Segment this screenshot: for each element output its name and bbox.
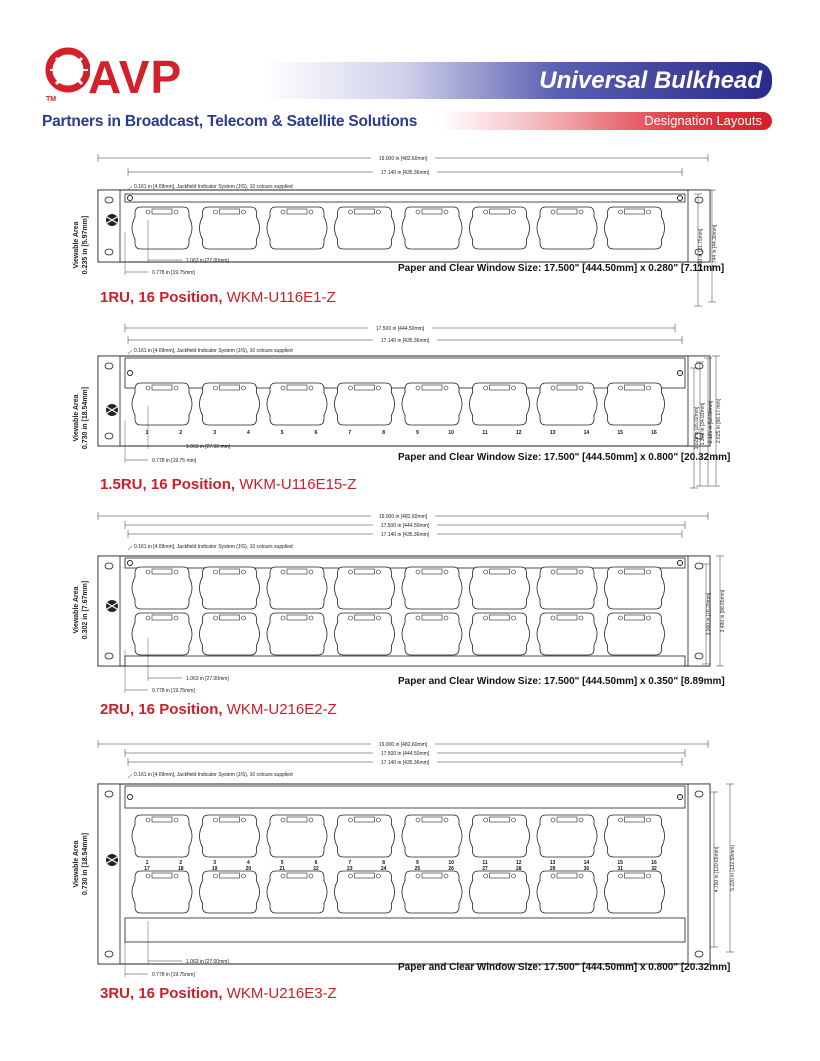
viewable-area-value: 0.302 in [7.67mm] xyxy=(82,580,89,640)
dimension-label: 17.140 in [435.36mm] xyxy=(380,338,430,344)
jis-note: 0.161 in [4.09mm], Jackfield Indicator System (JIS), 10 colours supplied xyxy=(134,184,293,190)
dimension-label-vertical: 2.625 in [66.17 mm] xyxy=(716,398,722,444)
model-code: WKM-U216E3-Z xyxy=(226,985,337,1002)
position-number: 7 xyxy=(348,860,352,866)
connector-cutout xyxy=(132,207,192,249)
position-number: 4 xyxy=(247,860,250,866)
position-number: 12 xyxy=(516,860,522,866)
position-number: 13 xyxy=(549,430,556,436)
connector-cutout xyxy=(402,815,462,857)
model-size: 1.5RU, 16 Position, xyxy=(100,476,236,493)
connector-cutout xyxy=(470,613,530,655)
position-number: 13 xyxy=(549,860,556,866)
position-number: 2 xyxy=(179,430,183,436)
connector-cutout xyxy=(470,383,530,425)
tagline: Partners in Broadcast, Telecom & Satellite Solutions xyxy=(42,113,418,130)
bottom-rail xyxy=(125,918,685,942)
dimension-label-vertical: 1.025 in [26.02mm] xyxy=(694,406,700,450)
position-number: 21 xyxy=(279,866,285,872)
position-number: 24 xyxy=(380,866,387,872)
dimension-label-vertical: 1.375 in [34.93mm] xyxy=(700,402,706,446)
dimension-label: 19.000 in [482.60mm] xyxy=(378,156,428,162)
paper-size-2ru: Paper and Clear Window Size: 17.500" [444.50mm] x 0.350" [8.89mm] xyxy=(398,676,725,687)
connector-cutout xyxy=(200,871,260,913)
position-number: 2 xyxy=(179,860,183,866)
model-size: 3RU, 16 Position, xyxy=(100,985,223,1002)
connector-cutout xyxy=(132,613,192,655)
dimension-label: 17.500 in [444.50mm] xyxy=(380,523,430,529)
trademark: TM xyxy=(46,96,57,103)
position-number: 14 xyxy=(583,430,590,436)
brand-name: AVP xyxy=(88,51,183,103)
dimension-label-vertical: 5.220 in [132.59mm] xyxy=(730,845,736,891)
model-code: WKM-U116E1-Z xyxy=(226,289,336,306)
viewable-area-label: Viewable Area xyxy=(73,221,80,269)
connector-cutout xyxy=(200,383,260,425)
position-number: 10 xyxy=(448,430,454,436)
rack-ear xyxy=(98,356,120,446)
jis-note: 0.161 in [4.09mm], Jackfield Indicator System (JIS), 10 colours supplied xyxy=(134,544,293,550)
connector-cutout xyxy=(200,613,260,655)
connector-cutout xyxy=(402,207,462,249)
dimension-label: 17.140 in [435.36mm] xyxy=(380,170,430,176)
model-code: WKM-U216E2-Z xyxy=(226,701,337,718)
position-number: 15 xyxy=(617,430,623,436)
dimension-label-vertical: 1.744 in [44.30mm] xyxy=(712,224,718,268)
connector-cutout xyxy=(267,815,327,857)
panel-drawing-1-5ru xyxy=(0,318,820,498)
model-size: 2RU, 16 Position, xyxy=(100,701,223,718)
panel-svg xyxy=(0,508,820,723)
dimension-label: 19.000 in [482.60mm] xyxy=(378,514,428,520)
position-number: 27 xyxy=(482,866,488,872)
leader-line xyxy=(128,546,132,550)
connector-cutout xyxy=(470,815,530,857)
jis-note: 0.161 in [4.09mm], Jackfield Indicator System (JIS), 10 colours supplied xyxy=(134,772,293,778)
viewable-area-label: Viewable Area xyxy=(73,840,80,888)
dimension-label-vertical: 1.250 in [31.75mm] xyxy=(698,228,704,272)
dimension-label: 17.500 in [444.50mm] xyxy=(380,751,430,757)
position-number: 1 xyxy=(145,430,149,436)
page-subtitle: Designation Layouts xyxy=(644,113,762,128)
bottom-dimension-label: 0.778 in [19.75mm] xyxy=(152,270,195,276)
connector-cutout xyxy=(267,613,327,655)
jis-rail xyxy=(125,786,685,808)
connector-cutout xyxy=(402,613,462,655)
avp-globe-logo-icon xyxy=(42,40,90,100)
connector-cutout xyxy=(605,871,665,913)
position-number: 19 xyxy=(211,866,218,872)
connector-cutout xyxy=(335,613,395,655)
position-number: 28 xyxy=(516,866,522,872)
connector-cutout xyxy=(470,567,530,609)
connector-cutout xyxy=(470,871,530,913)
leader-line xyxy=(128,350,132,354)
connector-cutout xyxy=(267,871,327,913)
connector-cutout xyxy=(537,613,597,655)
connector-cutout xyxy=(605,613,665,655)
position-number: 9 xyxy=(416,430,419,436)
connector-cutout xyxy=(200,207,260,249)
connector-cutout xyxy=(132,383,192,425)
rack-ear xyxy=(98,190,120,262)
connector-cutout xyxy=(267,567,327,609)
viewable-area-value: 0.730 in [18.54mm] xyxy=(82,386,89,450)
model-label-3ru xyxy=(100,985,337,1002)
connector-cutout xyxy=(605,383,665,425)
jis-rail xyxy=(125,194,685,202)
dimension-label-vertical: 4.750 in [120.65mm] xyxy=(714,846,720,893)
rack-ear xyxy=(688,784,710,964)
dimension-label: 17.140 in [435.36mm] xyxy=(380,760,430,766)
position-number: 23 xyxy=(347,866,353,872)
bottom-dimension-label: 1.063 in [27.00mm] xyxy=(186,676,229,682)
paper-size-1-5ru: Paper and Clear Window Size: 17.500" [444.50mm] x 0.800" [20.32mm] xyxy=(398,452,731,463)
connector-cutout xyxy=(335,383,395,425)
position-number: 5 xyxy=(280,860,284,866)
model-label-1ru xyxy=(100,289,336,306)
connector-cutout xyxy=(200,567,260,609)
viewable-area-label: Viewable Area xyxy=(73,394,80,442)
position-number: 11 xyxy=(482,860,488,866)
position-number: 8 xyxy=(382,430,385,436)
panel-svg xyxy=(0,318,820,498)
model-size: 1RU, 16 Position, xyxy=(100,289,223,306)
connector-cutout xyxy=(335,207,395,249)
position-number: 7 xyxy=(348,430,352,436)
dimension-label: 17.500 in [444.50mm] xyxy=(375,326,425,332)
paper-size-1ru: Paper and Clear Window Size: 17.500" [444.50mm] x 0.280" [7.11mm] xyxy=(398,263,725,274)
brand-logo xyxy=(42,40,90,100)
dimension-label-vertical: 3.490 in [88.65mm] xyxy=(720,589,726,633)
connector-cutout xyxy=(537,871,597,913)
position-number: 26 xyxy=(448,866,454,872)
position-number: 6 xyxy=(314,430,318,436)
position-number: 3 xyxy=(213,430,216,436)
bottom-dimension-label: 0.778 in [19.75mm] xyxy=(152,972,195,978)
bottom-dimension-label: 0.778 in [19.75 mm] xyxy=(152,458,197,464)
leader-line xyxy=(128,774,132,778)
dimension-label-vertical: 2.125 in [53.98mm] xyxy=(708,400,714,444)
position-number: 14 xyxy=(583,860,590,866)
position-number: 6 xyxy=(314,860,318,866)
connector-cutout xyxy=(132,871,192,913)
connector-cutout xyxy=(605,567,665,609)
connector-cutout xyxy=(200,815,260,857)
position-number: 18 xyxy=(178,866,184,872)
connector-cutout xyxy=(537,383,597,425)
viewable-area-value: 0.730 in [18.54mm] xyxy=(82,832,89,896)
position-number: 11 xyxy=(482,430,488,436)
position-number: 20 xyxy=(245,866,252,872)
position-number: 16 xyxy=(651,860,657,866)
position-number: 9 xyxy=(416,860,419,866)
leader-line xyxy=(128,186,132,190)
model-label-1-5ru xyxy=(100,476,356,493)
connector-cutout xyxy=(267,383,327,425)
bottom-dimension-label: 1.063 in [27.00mm] xyxy=(186,258,229,264)
connector-cutout xyxy=(335,567,395,609)
connector-cutout xyxy=(470,207,530,249)
connector-cutout xyxy=(537,207,597,249)
dimension-label: 19.000 in [482.60mm] xyxy=(378,742,428,748)
position-number: 8 xyxy=(382,860,385,866)
position-number: 22 xyxy=(313,866,319,872)
jis-note: 0.161 in [4.09mm], Jackfield Indicator System (JIS), 10 colours supplied xyxy=(134,348,293,354)
model-code: WKM-U116E15-Z xyxy=(239,476,357,493)
connector-cutout xyxy=(402,383,462,425)
connector-cutout xyxy=(267,207,327,249)
connector-cutout xyxy=(402,871,462,913)
position-number: 30 xyxy=(583,866,590,872)
connector-cutout xyxy=(132,567,192,609)
connector-cutout xyxy=(132,815,192,857)
dimension-label: 17.140 in [435.36mm] xyxy=(380,532,430,538)
dimension-label-vertical: 3.000 in [76.20mm] xyxy=(706,592,712,636)
position-number: 5 xyxy=(280,430,284,436)
connector-cutout xyxy=(537,815,597,857)
page-title: Universal Bulkhead xyxy=(539,67,762,94)
position-number: 29 xyxy=(549,866,556,872)
connector-cutout xyxy=(537,567,597,609)
position-number: 3 xyxy=(213,860,216,866)
bottom-dimension-label: 1.063 in [27.00 mm] xyxy=(186,444,231,450)
bottom-dimension-label: 1.063 in [27.00mm] xyxy=(186,959,229,965)
position-number: 25 xyxy=(414,866,421,872)
model-label-2ru xyxy=(100,701,337,718)
position-number: 32 xyxy=(651,866,657,872)
position-number: 31 xyxy=(617,866,623,872)
jis-rail xyxy=(125,558,685,568)
bottom-rail xyxy=(125,656,685,666)
connector-cutout xyxy=(605,207,665,249)
connector-cutout xyxy=(335,815,395,857)
position-number: 12 xyxy=(516,430,522,436)
position-number: 1 xyxy=(145,860,149,866)
viewable-area-value: 0.235 in [5.97mm] xyxy=(82,215,89,275)
position-number: 4 xyxy=(247,430,250,436)
paper-size-3ru: Paper and Clear Window Size: 17.500" [444.50mm] x 0.800" [20.32mm] xyxy=(398,962,731,973)
position-number: 17 xyxy=(144,866,150,872)
panel-drawing-2ru xyxy=(0,508,820,723)
viewable-area-label: Viewable Area xyxy=(73,586,80,634)
connector-cutout xyxy=(605,815,665,857)
position-number: 15 xyxy=(617,860,623,866)
position-number: 16 xyxy=(651,430,657,436)
bottom-dimension-label: 0.778 in [19.75mm] xyxy=(152,688,195,694)
position-number: 10 xyxy=(448,860,454,866)
connector-cutout xyxy=(335,871,395,913)
rack-ear xyxy=(98,784,120,964)
connector-cutout xyxy=(402,567,462,609)
